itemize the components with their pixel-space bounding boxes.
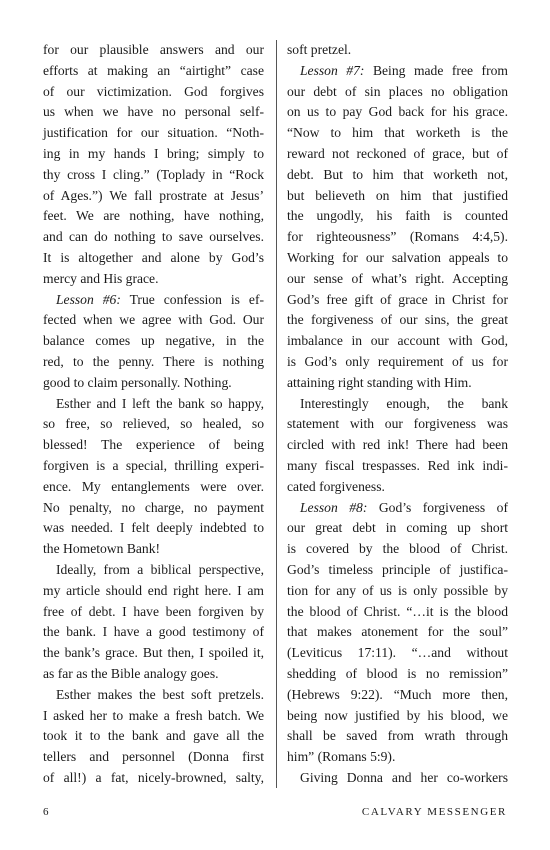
text-line: tion for any of us is only possible by [287, 582, 508, 598]
text-line: red, to the penny. There is nothing [43, 353, 264, 369]
text-line: but believeth on him that justified [287, 187, 508, 203]
text-line: cated forgiveness. [287, 478, 385, 494]
lesson-text: True confession is ef- [120, 291, 264, 307]
left-column [43, 40, 264, 789]
text-line: the bank’s grace. But then, I spoiled it, [43, 645, 264, 661]
text-line: Esther and I left the bank so happy, [56, 395, 264, 411]
text-line: Giving Donna and her co-workers [300, 769, 508, 785]
text-line: the forgiveness of our sins, the great [287, 312, 508, 328]
text-line: God’s timeless principle of justifica- [287, 561, 508, 577]
text-line: soft pretzel. [287, 42, 352, 57]
text-line: the Hometown Bank! [43, 541, 161, 557]
text-line: I asked her to make a fresh batch. We [43, 707, 264, 723]
text-line: feet. We are nothing, have nothing, [43, 208, 264, 224]
text-line: of our victimization. God forgives [43, 83, 264, 99]
text-line: No penalty, no charge, no payment [43, 499, 264, 515]
text-line [287, 61, 508, 82]
text-line: the bank. I have a good testimony of [43, 624, 264, 640]
text-line: so free, so relieved, so healed, so [43, 416, 264, 432]
text-line: (Leviticus 17:11). “…and without [287, 645, 508, 661]
text-line: forgiven is a special, thrilling experi- [43, 457, 264, 473]
text-line: free of debt. I have been forgiven by [43, 603, 264, 619]
text-line: Esther makes the best soft pretzels. [56, 686, 264, 702]
right-column [287, 40, 508, 789]
column-divider [276, 40, 277, 788]
text-line: our great debt in coming up short [287, 520, 508, 536]
text-line: ing in my hands I bring; simply to [43, 145, 264, 161]
lesson-text: God’s forgiveness of [367, 499, 508, 515]
text-line [43, 290, 264, 311]
text-line: him” (Romans 5:9). [287, 749, 396, 765]
text-line: and can do nothing to save ourselves. [43, 229, 264, 245]
text-line: our sense of what’s right. Accepting [287, 270, 508, 286]
text-line: balance comes up negative, in the [43, 333, 264, 349]
text-line: was needed. I felt deeply indebted to [43, 520, 264, 536]
text-line: the blood of Christ. “…it is the blood [287, 603, 508, 619]
text-line: efforts at making an “airtight” case [43, 62, 264, 78]
text-line: of Ages.”) We fall prostrate at Jesus’ [43, 187, 264, 203]
text-line: my article should end right here. I am [43, 582, 264, 598]
text-line: imbalance in our account with God, [287, 333, 508, 349]
text-line: thy cross I cling.” (Toplady in “Rock [43, 166, 264, 182]
text-line: It is altogether and alone by God’s [43, 249, 264, 265]
text-line: for righteousness” (Romans 4:4,5). [287, 229, 508, 245]
text-line: of all!) a fat, nicely-browned, salty, [43, 769, 264, 785]
text-line [287, 498, 508, 519]
text-line: the ungodly, his faith is counted [287, 208, 508, 224]
text-line: (Hebrews 9:22). “Much more then, [287, 686, 508, 702]
text-line: took it to the bank and gave all the [43, 728, 264, 744]
text-line: many fiscal trespasses. Red ink indi- [287, 457, 508, 473]
text-line: blessed! The experience of being [43, 437, 264, 453]
text-line: on us to pay God back for his grace. [287, 104, 508, 120]
text-line: is God’s only requirement of us for [287, 353, 508, 369]
text-line: mercy and His grace. [43, 270, 159, 286]
text-line: for our plausible answers and our [43, 42, 264, 57]
running-head: CALVARY MESSENGER [361, 806, 507, 818]
text-line: as far as the Bible analogy goes. [43, 665, 219, 681]
lesson-label: Lesson #6: [56, 291, 121, 307]
lesson-label: Lesson #8: [300, 499, 368, 515]
text-line: is covered by the blood of Christ. [287, 541, 508, 557]
text-line: ence. My entanglements were over. [43, 478, 264, 494]
text-line: Ideally, from a biblical perspective, [56, 561, 264, 577]
text-line: attaining right standing with Him. [287, 374, 472, 390]
text-line: shedding of blood is no remission” [287, 665, 508, 681]
text-line: fected when we agree with God. Our [43, 312, 264, 328]
text-line: Interestingly enough, the bank [300, 395, 508, 411]
text-line: reward not reckoned of grace, but of [287, 145, 508, 161]
lesson-text: Being made free from [364, 62, 508, 78]
text-line: statement with our forgiveness was [287, 416, 508, 432]
text-line: our debt of sin places no obligation [287, 83, 508, 99]
text-line: “Now to him that worketh is the [287, 125, 508, 141]
text-line: being now justified by his blood, we [287, 707, 508, 723]
text-line: shall be saved from wrath through [287, 728, 508, 744]
text-line: that makes atonement for the soul” [287, 624, 508, 640]
text-line: debt. But to him that worketh not, [287, 166, 508, 182]
page-number: 6 [43, 806, 49, 818]
text-line: tellers and personnel (Donna first [43, 749, 264, 765]
text-line: God’s free gift of grace in Christ for [287, 291, 508, 307]
text-line: justification for our situation. “Noth- [43, 125, 264, 141]
text-line: Working for our salvation appeals to [287, 249, 508, 265]
text-line: us when we have no personal self- [43, 104, 264, 120]
lesson-label: Lesson #7: [300, 62, 365, 78]
text-line: circled with red ink! There had been [287, 437, 508, 453]
text-line: good to claim personally. Nothing. [43, 374, 232, 390]
